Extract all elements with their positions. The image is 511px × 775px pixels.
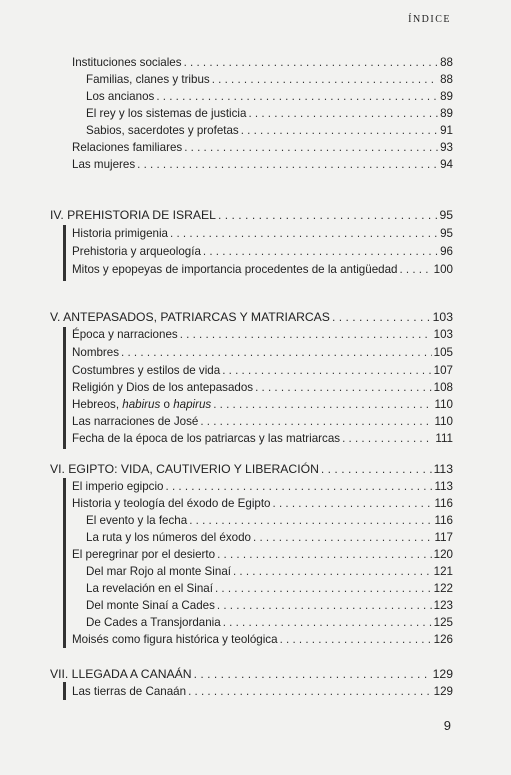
label-italic: habirus [122,398,161,411]
toc-entry-page: 95 [439,208,453,222]
toc-entry[interactable] [86,615,453,631]
toc-entry-page: 121 [433,565,453,578]
toc-entry[interactable] [72,140,453,156]
toc-entry-page: 122 [433,582,453,595]
dot-leader [342,431,433,447]
dot-leader [213,397,432,413]
toc-entry[interactable] [72,380,453,396]
toc-entry-label: Los ancianos [86,90,155,103]
toc-entry-page: 113 [434,480,453,493]
toc-entry[interactable] [72,262,453,278]
toc-entry[interactable] [72,157,453,173]
dot-leader [332,309,431,325]
dot-leader [248,106,438,122]
chapter-rule [63,478,66,648]
dot-leader [170,226,438,242]
toc-entry-label: Familias, clanes y tribus [86,73,210,86]
toc-entry-label: Religión y Dios de los antepasados [72,381,254,394]
toc-entry-label: Las narraciones de José [72,415,199,428]
toc-entry[interactable] [86,89,453,105]
toc-entry-label: Fecha de la época de los patriarcas y las matriarcas [72,432,341,445]
toc-entry-page: 108 [433,381,453,394]
toc-entry-page: 110 [434,415,453,428]
toc-entry-page: 105 [433,346,453,359]
dot-leader [218,207,437,223]
toc-chapter-title: IV. PREHISTORIA DE ISRAEL [50,208,216,222]
toc-entry-label: El peregrinar por el desierto [72,548,216,561]
toc-entry[interactable] [86,564,453,580]
dot-leader [194,666,431,682]
toc-entry-page: 107 [433,364,453,377]
toc-entry-label: Costumbres y estilos de vida [72,364,221,377]
toc-entry[interactable] [72,479,453,495]
toc-entry-label: Relaciones familiares [72,141,183,154]
toc-entry[interactable] [86,581,453,597]
toc-entry[interactable] [86,72,453,88]
toc-entry-page: 89 [440,107,453,120]
dot-leader [273,496,433,512]
label-part: o [160,398,174,411]
toc-entry-page: 88 [440,56,453,69]
toc-entry-page: 89 [440,90,453,103]
toc-chapter-title: VII. LLEGADA A CANAÁN [50,667,192,681]
toc-entry-label: Mitos y epopeyas de importancia procedentes de la antigüedad [72,263,398,276]
toc-entry-label: Época y narraciones [72,328,178,341]
dot-leader [399,262,431,278]
toc-entry[interactable] [72,363,453,379]
toc-entry[interactable] [72,397,453,413]
toc-entry-label: Las mujeres [72,158,136,171]
toc-entry[interactable] [72,414,453,430]
dot-leader [121,345,432,361]
toc-entry-label: Historia y teología del éxodo de Egipto [72,497,271,510]
toc-entry-page: 88 [440,73,453,86]
toc-entry-label: El imperio egipcio [72,480,164,493]
chapter-rule [63,327,66,449]
toc-entry-page: 91 [440,124,453,137]
toc-entry-label: El rey y los sistemas de justicia [86,107,247,120]
toc-entry[interactable] [86,598,453,614]
dot-leader [223,615,432,631]
toc-entry[interactable] [86,530,453,546]
dot-leader [233,564,432,580]
toc-entry[interactable] [72,684,453,700]
dot-leader [184,55,439,71]
toc-entry-page: 113 [433,462,453,476]
dot-leader [212,72,438,88]
toc-entry-page: 111 [435,432,453,445]
toc-chapter-heading[interactable] [50,207,453,223]
toc-entry-page: 100 [433,263,453,276]
toc-entry-page: 95 [440,227,453,240]
dot-leader [222,363,431,379]
toc-entry[interactable] [72,632,453,648]
dot-leader [253,530,433,546]
toc-entry-page: 110 [434,398,453,411]
toc-entry[interactable] [72,244,453,260]
toc-entry-label: Del mar Rojo al monte Sinaí [86,565,231,578]
chapter-rule [63,225,66,281]
dot-leader [321,461,432,477]
dot-leader [180,327,432,343]
dot-leader [217,547,432,563]
toc-entry-label: Las tierras de Canaán [72,685,187,698]
dot-leader [215,581,432,597]
toc-entry-page: 129 [432,667,453,681]
toc-entry-label: La ruta y los números del éxodo [86,531,251,544]
toc-chapter-title: V. ANTEPASADOS, PATRIARCAS Y MATRIARCAS [50,310,330,324]
dot-leader [280,632,432,648]
toc-entry-label: El evento y la fecha [86,514,188,527]
toc-entry-page: 123 [433,599,453,612]
toc-chapter-title: VI. EGIPTO: VIDA, CAUTIVERIO Y LIBERACIÓN [50,462,319,476]
label-italic: hapirus [173,398,212,411]
toc-entry-page: 117 [434,531,453,544]
dot-leader [188,684,432,700]
toc-chapter-heading[interactable] [50,461,453,477]
toc-entry-page: 94 [440,158,453,171]
toc-chapter-heading[interactable] [50,666,453,682]
dot-leader [166,479,433,495]
page-number: 9 [443,718,451,733]
toc-entry[interactable] [86,123,453,139]
toc-entry[interactable] [72,327,453,343]
label-part: Hebreos, [72,398,123,411]
dot-leader [255,380,432,396]
toc-chapter-heading[interactable] [50,309,453,325]
toc-entry[interactable] [86,513,453,529]
toc-entry-label [72,397,213,413]
dot-leader [241,123,438,139]
toc-entry-label: De Cades a Transjordania [86,616,221,629]
toc-entry-page: 103 [433,328,453,341]
toc-entry-page: 103 [432,310,453,324]
toc-entry-page: 116 [434,514,453,527]
toc-entry-page: 120 [433,548,453,561]
toc-entry-label: Del monte Sinaí a Cades [86,599,215,612]
toc-entry[interactable] [72,547,453,563]
toc-entry-page: 93 [440,141,453,154]
running-head: ÍNDICE [408,14,451,25]
toc-entry[interactable] [72,496,453,512]
toc-entry[interactable] [72,55,453,71]
toc-entry-page: 126 [433,633,453,646]
dot-leader [203,244,438,260]
chapter-rule [63,682,66,700]
toc-entry-page: 129 [433,685,453,698]
toc-entry-label: Prehistoria y arqueología [72,245,201,258]
toc-entry[interactable] [72,226,453,242]
dot-leader [200,414,432,430]
dot-leader [184,140,438,156]
toc-entry-label: Instituciones sociales [72,56,182,69]
dot-leader [189,513,432,529]
toc-entry[interactable] [72,431,453,447]
toc-entry[interactable] [86,106,453,122]
toc-entry-page: 96 [440,245,453,258]
toc-entry-label: Sabios, sacerdotes y profetas [86,124,239,137]
dot-leader [156,89,438,105]
dot-leader [217,598,432,614]
toc-entry-label: Historia primigenia [72,227,169,240]
toc-entry[interactable] [72,345,453,361]
dot-leader [137,157,438,173]
toc-entry-label: Moisés como figura histórica y teológica [72,633,278,646]
toc-entry-label: La revelación en el Sinaí [86,582,213,595]
toc-entry-page: 116 [434,497,453,510]
toc-entry-label: Nombres [72,346,120,359]
toc-entry-page: 125 [433,616,453,629]
